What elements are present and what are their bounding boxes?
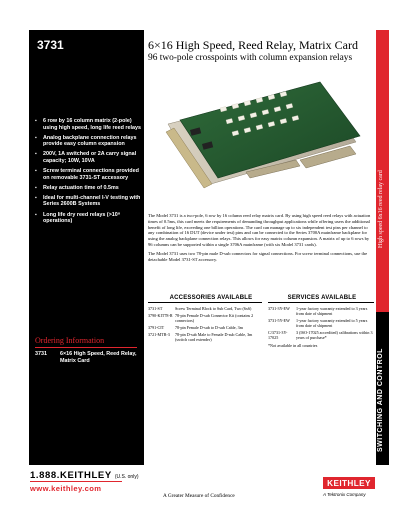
ordering-divider — [35, 347, 137, 348]
feature-item: ▪ Analog backplane connection relays provide easy column expansion — [35, 135, 141, 148]
feature-sidebar — [29, 30, 144, 465]
description-paragraph: The Model 3731 is a two-pole, 6 row by 16 column reed relay matrix card. By using high speed reed relays with actuation times of 0.5ms, this card meets the requirements of demanding throughput applications while offering users the additional benefit of long life, exceeding one billion operations. The card can manage up to six independent test pins per channel to any combination of 16 DUT (device under test) pins and can be connected to the Series 3700A mainframe backplane for using the analog backplane connection relays. This allows for easy matrix column expansion. A matrix of up to 6 rows by 96 columns can be supported within a single 3706A mainframe (with six Model 3731 cards). — [148, 213, 371, 247]
ordering-heading: Ordering Information — [35, 336, 105, 345]
footer-divider — [30, 481, 122, 482]
service-code: 3731-5Y-EW — [268, 318, 290, 324]
accessories-divider — [148, 302, 262, 303]
keithley-logo — [323, 477, 375, 489]
services-table — [268, 306, 374, 348]
service-desc: 3 (ISO-17025 accredited) calibrations within 3 years of purchase* — [296, 330, 373, 341]
service-desc: 1-year factory warranty extended to 3 years from date of shipment — [296, 306, 368, 317]
model-number: 3731 — [37, 38, 64, 52]
services-divider — [268, 302, 374, 303]
phone-text: 1.888.KEITHLEY — [30, 470, 112, 481]
tagline: A Greater Measure of Confidence — [163, 493, 235, 499]
logo-subtitle: A Tektronix Company — [323, 492, 366, 497]
feature-list — [35, 118, 141, 228]
service-row — [268, 330, 374, 340]
phone-number — [30, 470, 139, 481]
accessory-desc: 78-pin Female D-sub to D-sub Cable, 3m — [175, 325, 243, 331]
service-code: 3731-3Y-EW — [268, 306, 290, 311]
accessories-heading: ACCESSORIES AVAILABLE — [169, 295, 253, 301]
feature-item: ▪ Relay actuation time of 0.5ms — [35, 185, 141, 192]
accessory-row — [148, 325, 262, 330]
services-heading: SERVICES AVAILABLE — [287, 295, 357, 301]
description-paragraph: The Model 3731 uses two 78-pin male D-sub connectors for signal connections. For screw terminal connections, use the detachable Model 3731-ST accessory. — [148, 250, 368, 262]
accessory-code: 3721-MTR-3 — [148, 332, 170, 338]
accessory-desc: 78-pin Female D-sub Connector Kit (contains 2 connectors) — [175, 313, 254, 324]
vertical-section-label: SWITCHING AND CONTROL — [377, 348, 384, 452]
services-footnote: *Not available in all countries — [268, 342, 318, 348]
accessory-code: 3791-CIT — [148, 325, 165, 331]
ordering-code: 3731 — [35, 351, 47, 357]
ordering-description: 6×16 High Speed, Reed Relay, Matrix Card — [60, 351, 137, 364]
accessory-code: 3731-ST — [148, 306, 163, 311]
accessories-table — [148, 306, 262, 345]
accessory-desc: Screw Terminal Block to Sub Card, Two (6x6) — [175, 306, 252, 311]
page-subtitle: 96 two-pole crosspoints with column expansion relays — [148, 53, 353, 63]
website-link[interactable]: www.keithley.com — [30, 484, 102, 493]
service-desc: 1-year factory warranty extended to 5 years from date of shipment — [296, 318, 368, 329]
accessory-row — [148, 306, 262, 311]
accessory-row — [148, 313, 262, 323]
service-code: C/3731-3Y-17025 — [268, 330, 288, 341]
accessory-code: 3790-KIT78-R — [148, 313, 173, 319]
service-row — [268, 306, 374, 316]
feature-item: ▪ Screw terminal connections provided on removable 3731-ST accessory — [35, 168, 141, 181]
feature-item: ▪ 200V, 1A switched or 2A carry signal capacity; 10W, 10VA — [35, 151, 141, 164]
feature-item: ▪ Long life dry reed relays (>10⁸ operations) — [35, 212, 141, 225]
service-row — [268, 318, 374, 328]
description-text — [148, 213, 372, 265]
phone-extension: (U.S. only) — [114, 474, 139, 480]
feature-item: ▪ 6 row by 16 column matrix (2-pole) using high speed, long life reed relays — [35, 118, 141, 131]
vertical-product-label: High speed 6x16 reed relay card — [378, 170, 384, 248]
accessory-desc: 78-pin D-sub Male to Female D-sub Cable, 3m (switch card extender) — [175, 332, 253, 343]
page-title: 6×16 High Speed, Reed Relay, Matrix Card — [148, 38, 358, 52]
logo-text: KEITHLEY — [327, 479, 371, 488]
accessory-row — [148, 332, 262, 342]
feature-item: ▪ Ideal for multi-channel I-V testing with Series 2600B Systems — [35, 195, 141, 208]
product-photo — [150, 80, 372, 202]
